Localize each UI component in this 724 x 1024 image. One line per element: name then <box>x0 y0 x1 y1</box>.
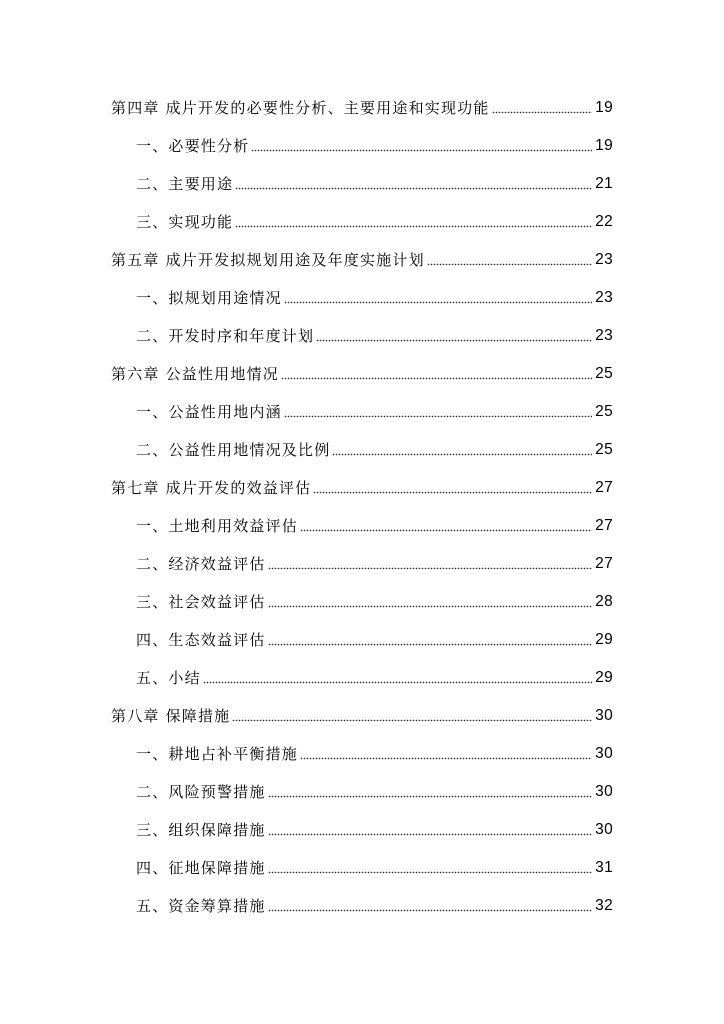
toc-entry-section[interactable] <box>136 624 613 650</box>
toc-entry-title: 四、征地保障措施 <box>136 859 266 877</box>
toc-entry-page-number: 23 <box>595 327 613 344</box>
toc-entry-section[interactable] <box>136 852 613 878</box>
toc-entry-section[interactable] <box>136 130 613 156</box>
toc-entry-chapter-6[interactable] <box>111 358 613 384</box>
toc-entry-title: 二、经济效益评估 <box>136 555 266 573</box>
dot-leader <box>268 605 593 608</box>
dot-leader <box>203 681 592 684</box>
toc-entry-page-number: 28 <box>595 593 613 610</box>
dot-leader <box>492 111 593 114</box>
toc-entry-section[interactable] <box>136 738 613 764</box>
dot-leader <box>235 187 592 190</box>
toc-entry-section[interactable] <box>136 662 613 688</box>
dot-leader <box>268 871 593 874</box>
dot-leader <box>427 263 592 266</box>
toc-entry-chapter-8[interactable] <box>111 700 613 726</box>
toc-entry-page-number: 27 <box>595 555 613 572</box>
dot-leader <box>268 909 593 912</box>
dot-leader <box>268 833 593 836</box>
dot-leader <box>268 795 593 798</box>
toc-entry-title: 第四章 成片开发的必要性分析、主要用途和实现功能 <box>111 99 490 117</box>
toc-entry-section[interactable] <box>136 168 613 194</box>
toc-entry-page-number: 27 <box>595 517 613 534</box>
toc-entry-page-number: 21 <box>595 175 613 192</box>
dot-leader <box>332 453 592 456</box>
toc-entry-title: 三、实现功能 <box>136 213 234 231</box>
toc-entry-section[interactable] <box>136 206 613 232</box>
dot-leader <box>232 719 592 722</box>
toc-entry-page-number: 30 <box>595 783 613 800</box>
toc-entry-title: 二、开发时序和年度计划 <box>136 327 315 345</box>
toc-entry-page-number: 30 <box>595 745 613 762</box>
toc-entry-page-number: 32 <box>595 897 613 914</box>
toc-entry-title: 一、耕地占补平衡措施 <box>136 745 299 763</box>
toc-entry-section[interactable] <box>136 282 613 308</box>
toc-entry-section[interactable] <box>136 890 613 916</box>
dot-leader <box>251 149 592 152</box>
toc-entry-title: 第七章 成片开发的效益评估 <box>111 479 312 497</box>
toc-entry-page-number: 25 <box>595 441 613 458</box>
toc-entry-page-number: 25 <box>595 403 613 420</box>
dot-leader <box>316 339 592 342</box>
toc-entry-section[interactable] <box>136 434 613 460</box>
toc-entry-section[interactable] <box>136 320 613 346</box>
toc-entry-page-number: 30 <box>595 707 613 724</box>
dot-leader <box>235 225 592 228</box>
toc-entry-section[interactable] <box>136 586 613 612</box>
toc-entry-section[interactable] <box>136 548 613 574</box>
toc-entry-section[interactable] <box>136 396 613 422</box>
toc-entry-page-number: 29 <box>595 631 613 648</box>
toc-entry-title: 一、土地利用效益评估 <box>136 517 299 535</box>
toc-entry-page-number: 31 <box>595 859 613 876</box>
dot-leader <box>268 567 593 570</box>
dot-leader <box>281 377 592 380</box>
toc-entry-chapter-4[interactable] <box>111 92 613 118</box>
toc-entry-title: 第八章 保障措施 <box>111 707 231 725</box>
toc-entry-title: 二、风险预警措施 <box>136 783 266 801</box>
toc-entry-page-number: 27 <box>595 479 613 496</box>
toc-entry-page-number: 25 <box>595 365 613 382</box>
dot-leader <box>284 415 592 418</box>
toc-entry-chapter-5[interactable] <box>111 244 613 270</box>
toc-entry-section[interactable] <box>136 776 613 802</box>
toc-entry-section[interactable] <box>136 510 613 536</box>
toc-entry-title: 五、资金筹算措施 <box>136 897 266 915</box>
toc-entry-title: 一、公益性用地内涵 <box>136 403 282 421</box>
dot-leader <box>313 491 592 494</box>
toc-entry-title: 四、生态效益评估 <box>136 631 266 649</box>
toc-entry-title: 三、组织保障措施 <box>136 821 266 839</box>
toc-entry-page-number: 29 <box>595 669 613 686</box>
toc-entry-title: 五、小结 <box>136 669 201 687</box>
toc-entry-section[interactable] <box>136 814 613 840</box>
dot-leader <box>284 301 592 304</box>
dot-leader <box>300 529 592 532</box>
toc-entry-chapter-7[interactable] <box>111 472 613 498</box>
toc-entry-title: 一、拟规划用途情况 <box>136 289 282 307</box>
toc-entry-page-number: 22 <box>595 213 613 230</box>
toc-entry-title: 三、社会效益评估 <box>136 593 266 611</box>
toc-entry-title: 第五章 成片开发拟规划用途及年度实施计划 <box>111 251 425 269</box>
toc-entry-page-number: 23 <box>595 251 613 268</box>
toc-entry-page-number: 30 <box>595 821 613 838</box>
toc-entry-page-number: 19 <box>595 99 613 116</box>
dot-leader <box>268 643 593 646</box>
toc-entry-page-number: 19 <box>595 137 613 154</box>
toc-entry-title: 二、公益性用地情况及比例 <box>136 441 331 459</box>
toc-entry-title: 一、必要性分析 <box>136 137 250 155</box>
toc-entry-title: 二、主要用途 <box>136 175 234 193</box>
toc-entry-page-number: 23 <box>595 289 613 306</box>
dot-leader <box>300 757 592 760</box>
toc-entry-title: 第六章 公益性用地情况 <box>111 365 279 383</box>
